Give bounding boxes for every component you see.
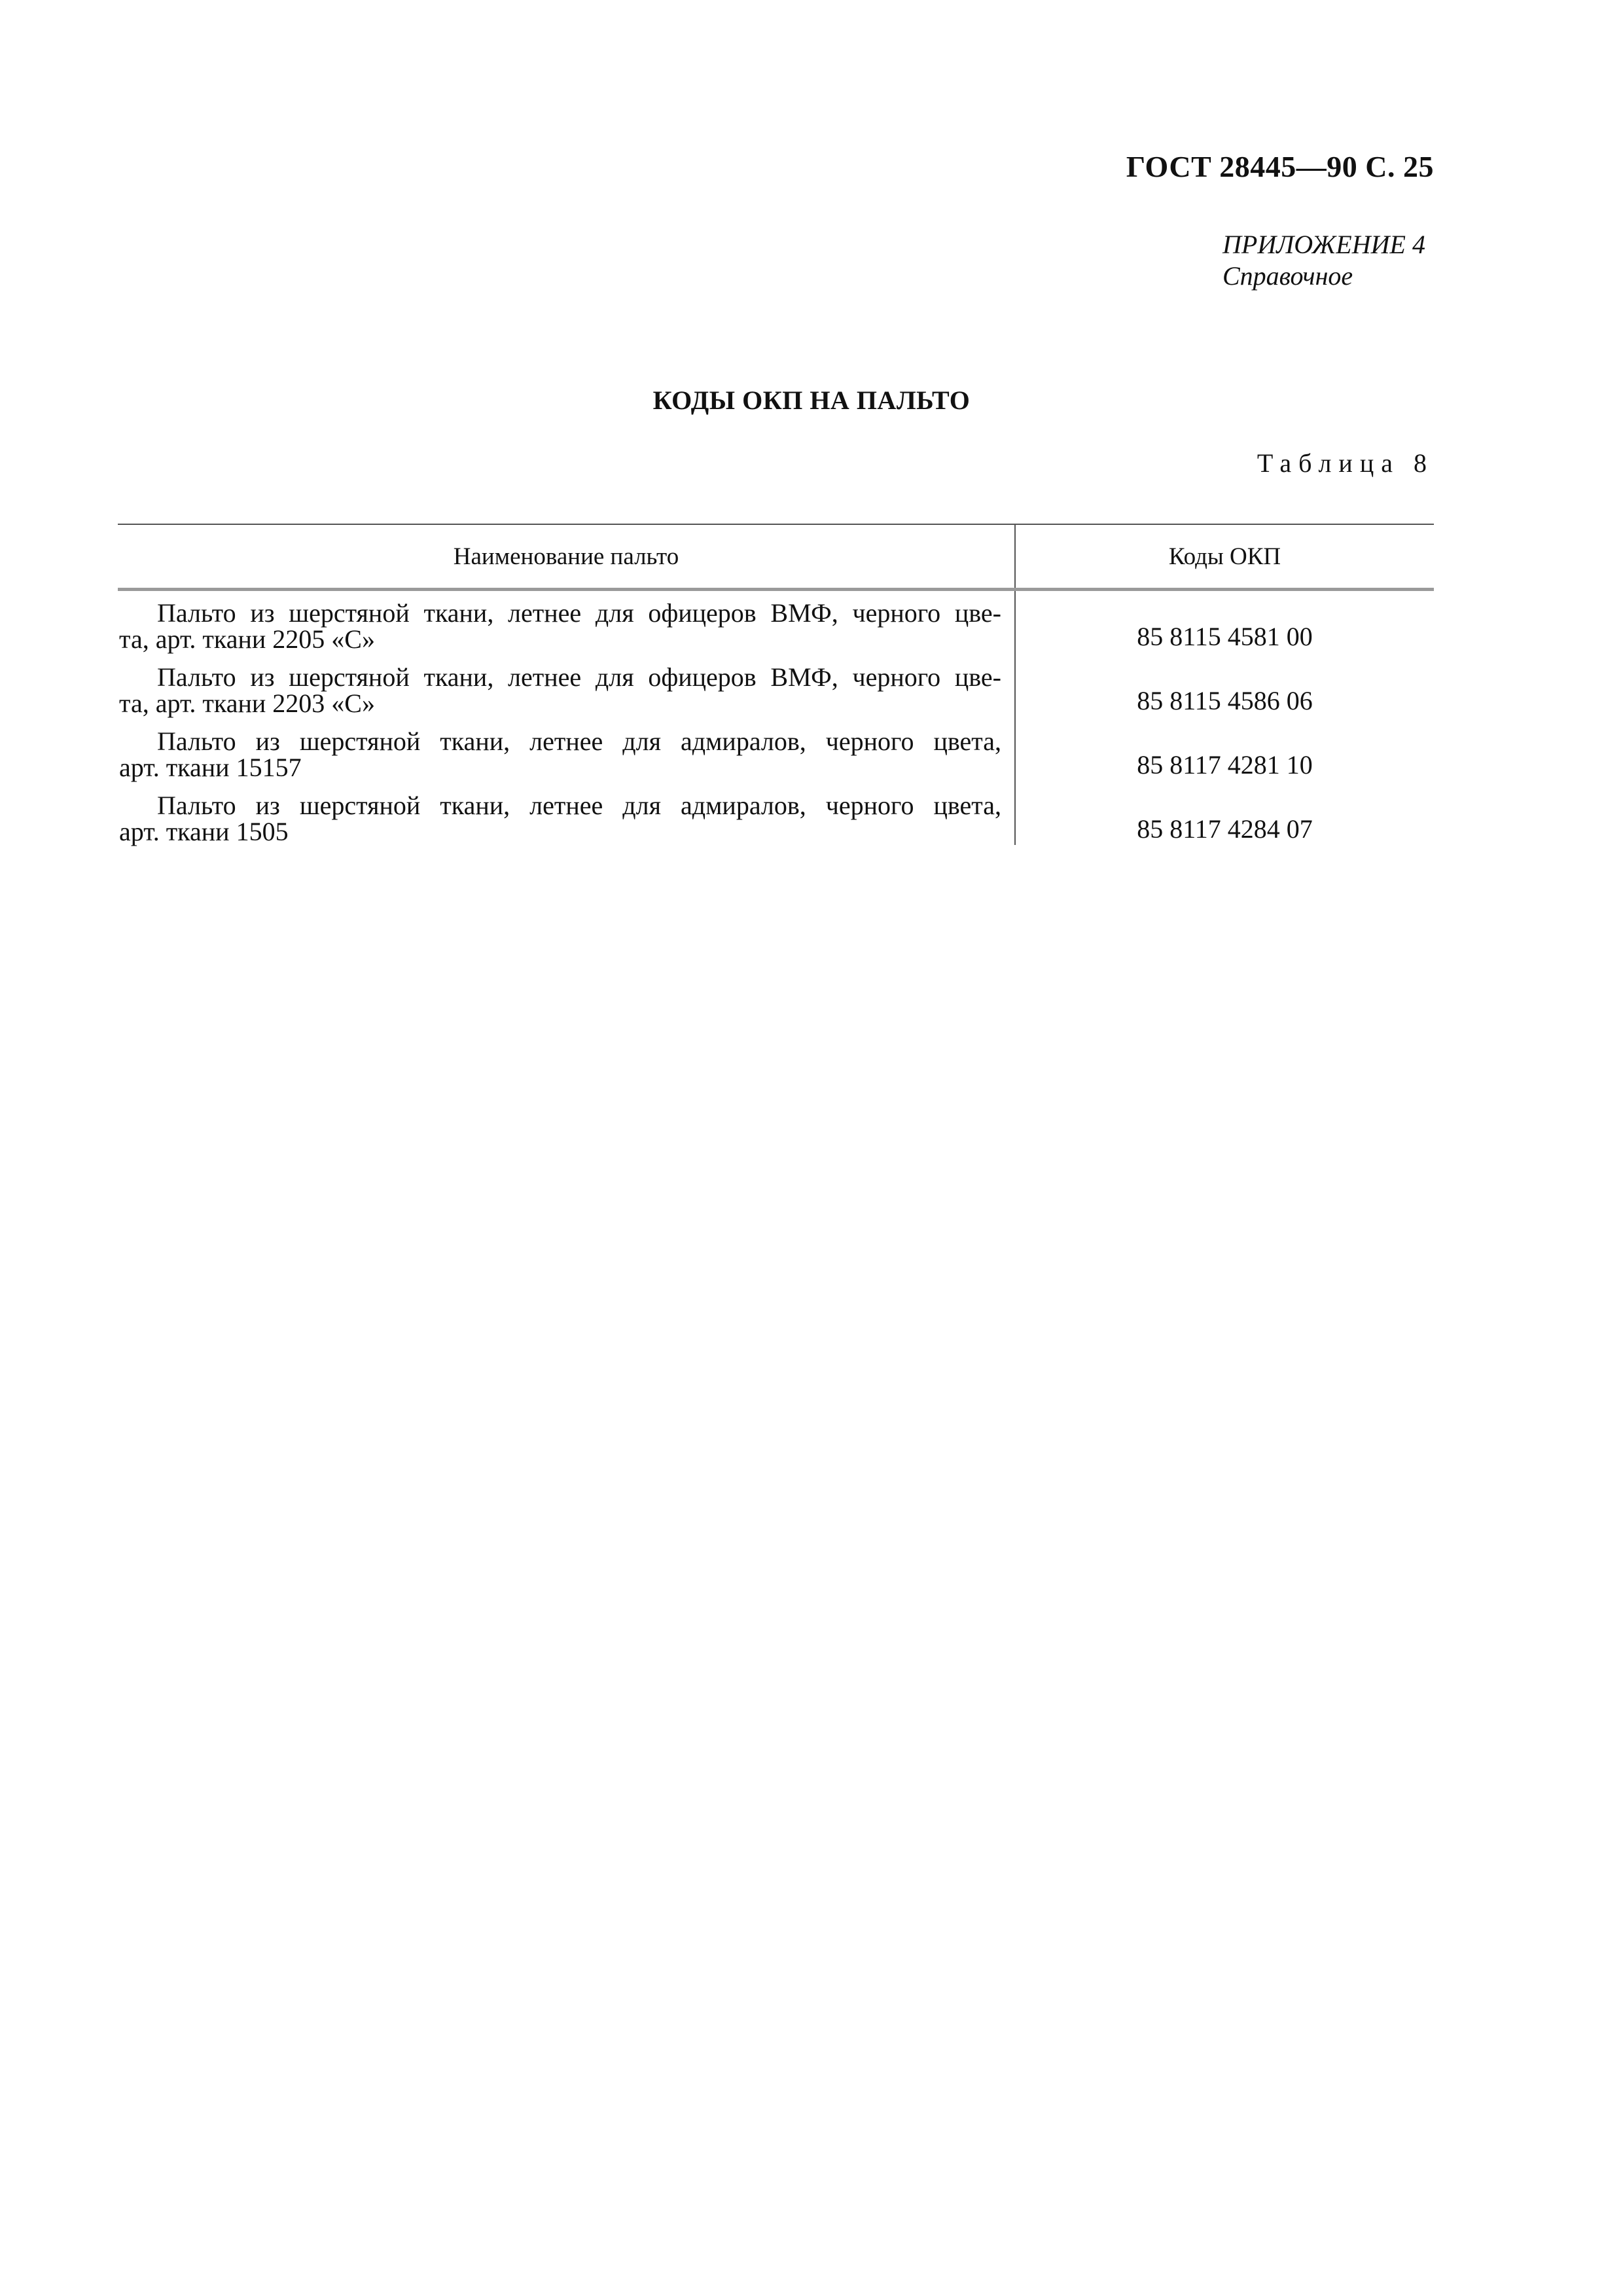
- coat-name-line: Пальто из шерстяной ткани, летнее для офицеров ВМФ, черного цве-: [157, 662, 1001, 692]
- table-label: Таблица 8: [1257, 448, 1434, 478]
- document-title: КОДЫ ОКП НА ПАЛЬТО: [652, 386, 971, 415]
- coat-name-line: та, арт. ткани 2203 «С»: [119, 689, 375, 718]
- table-row: [118, 717, 1434, 781]
- appendix-title: ПРИЛОЖЕНИЕ 4: [1222, 230, 1425, 259]
- okp-code-cell: 85 8115 4586 06: [1137, 686, 1313, 715]
- okp-codes-table: [118, 524, 1434, 845]
- coat-name-cell: [118, 717, 1015, 781]
- coat-name-line: Пальто из шерстяной ткани, летнее для адмиралов, черного цвета,: [157, 791, 1001, 820]
- coat-name-line: Пальто из шерстяной ткани, летнее для офицеров ВМФ, черного цве-: [157, 598, 1001, 628]
- table-row: [118, 781, 1434, 845]
- table-header-row: [118, 524, 1434, 590]
- coat-name-line: арт. ткани 1505: [119, 817, 289, 846]
- appendix-label: [1222, 229, 1425, 292]
- okp-code-cell: 85 8115 4581 00: [1137, 622, 1313, 651]
- table-row: [118, 590, 1434, 653]
- appendix-subtitle: Справочное: [1222, 261, 1353, 291]
- coat-name-cell: [118, 781, 1015, 845]
- table-row: [118, 653, 1434, 717]
- coat-name-line: та, арт. ткани 2205 «С»: [119, 624, 375, 654]
- okp-code-cell: 85 8117 4281 10: [1137, 750, 1313, 780]
- coat-name-cell: [118, 653, 1015, 717]
- coat-name-cell: [118, 590, 1015, 653]
- page-header: ГОСТ 28445—90 С. 25: [1126, 150, 1434, 183]
- column-header-name: Наименование пальто: [118, 524, 1015, 590]
- coat-name-line: Пальто из шерстяной ткани, летнее для адмиралов, черного цвета,: [157, 726, 1001, 756]
- okp-code-cell: 85 8117 4284 07: [1137, 814, 1313, 844]
- coat-name-line: арт. ткани 15157: [119, 753, 302, 782]
- column-header-code: Коды ОКП: [1015, 524, 1434, 590]
